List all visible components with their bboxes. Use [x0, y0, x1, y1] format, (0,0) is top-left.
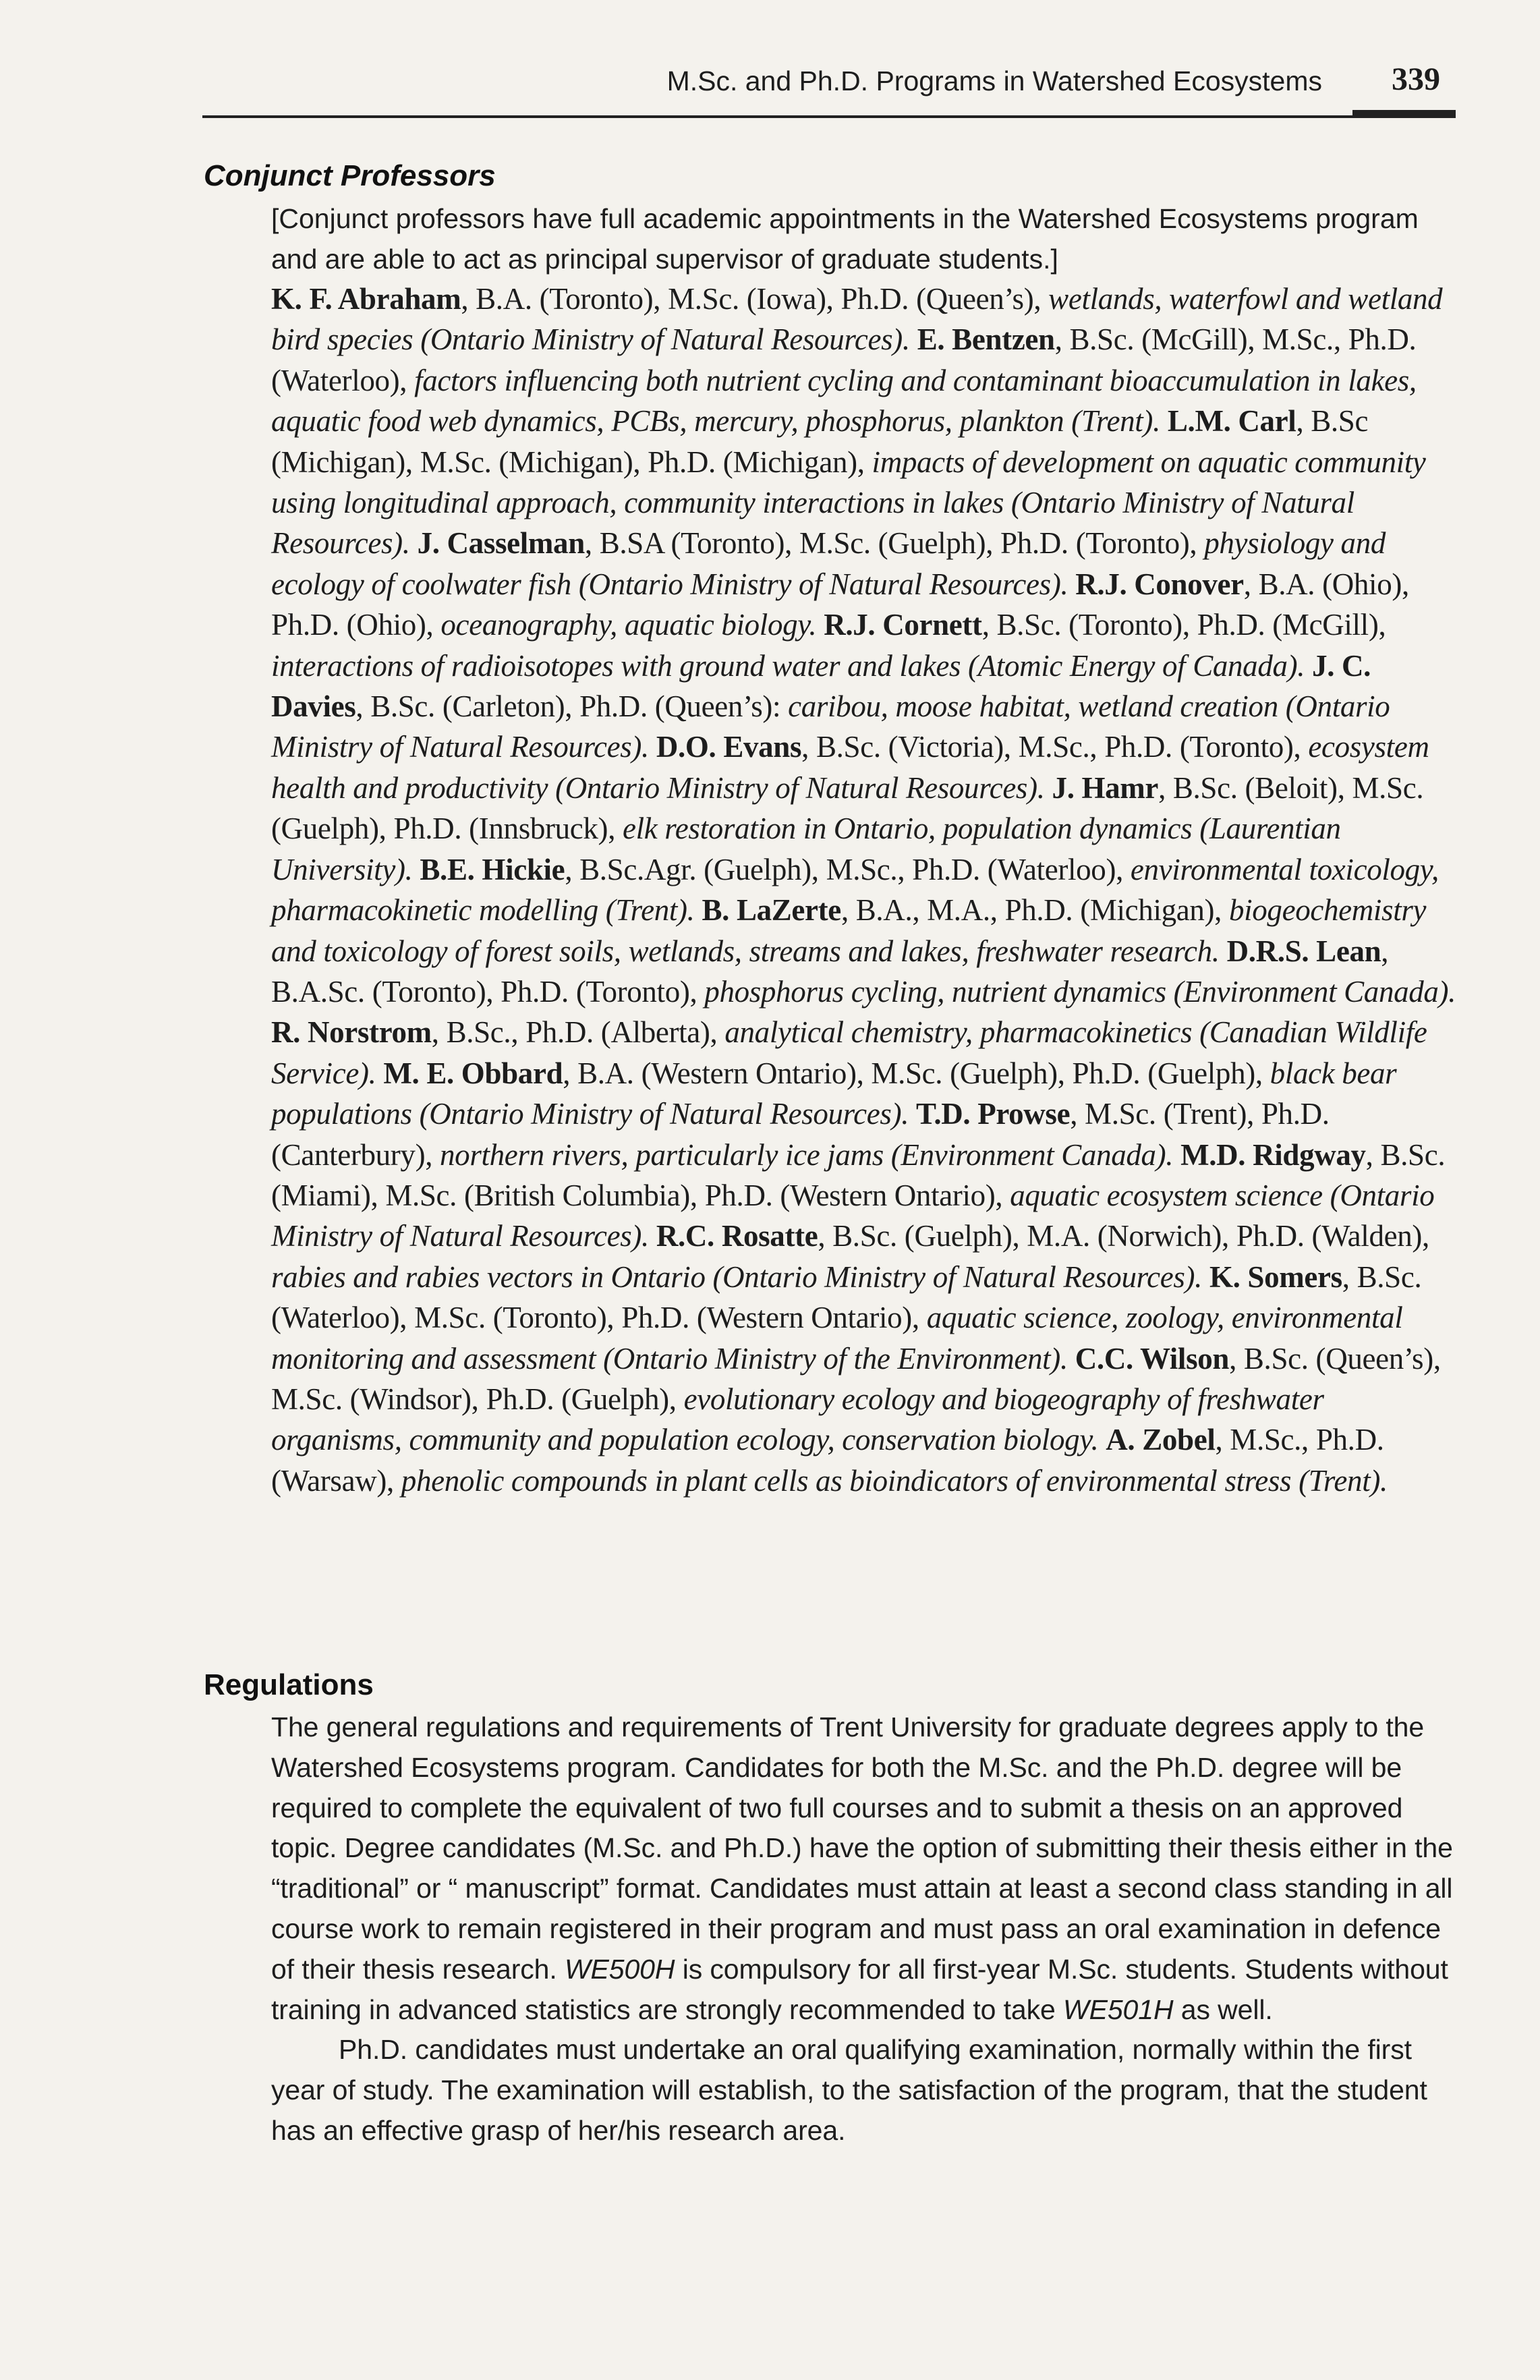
- faculty-name: R.J. Conover: [1075, 567, 1244, 601]
- faculty-research: impacts of development on aquatic community using longitudinal approach, community interactions in lakes (Ontario Ministry of Natural Resources).: [271, 445, 1426, 561]
- faculty-research: northern rivers, particularly ice jams (Environment Canada).: [440, 1137, 1174, 1172]
- faculty-name: M.D. Ridgway: [1180, 1137, 1366, 1172]
- running-header-title: M.Sc. and Ph.D. Programs in Watershed Ecosystems: [666, 65, 1322, 96]
- faculty-name: R.C. Rosatte: [656, 1219, 818, 1253]
- faculty-research: rabies and rabies vectors in Ontario (Ontario Ministry of Natural Resources).: [271, 1259, 1203, 1294]
- regulations-body: [271, 1707, 1458, 2151]
- phd-qualifying-paragraph: Ph.D. candidates must undertake an oral qualifying examination, normally within the first year of study. The examination will establish, to the satisfaction of the program, that the student has an effective grasp of her/his research area.: [271, 2034, 1427, 2146]
- faculty-research: ecosystem health and productivity (Ontario Ministry of Natural Resources).: [271, 730, 1429, 805]
- faculty-name: T.D. Prowse: [916, 1097, 1071, 1131]
- faculty-credentials: , B.Sc. (McGill), M.Sc., Ph.D. (Waterloo),: [271, 322, 1417, 397]
- faculty-credentials: , B.Sc. (Waterloo), M.Sc. (Toronto), Ph.D. (Western Ontario),: [271, 1259, 1422, 1335]
- faculty-list: [271, 279, 1458, 1501]
- course-code-we501h: WE501H: [1063, 1993, 1174, 2025]
- faculty-name: E. Bentzen: [917, 322, 1055, 357]
- faculty-research: physiology and ecology of coolwater fish (Ontario Ministry of Natural Resources).: [271, 526, 1386, 601]
- faculty-research: oceanography, aquatic biology.: [440, 608, 817, 642]
- faculty-credentials: , B.A. (Western Ontario), M.Sc. (Guelph), Ph.D. (Guelph),: [563, 1056, 1270, 1090]
- faculty-credentials: , B.SA (Toronto), M.Sc. (Guelph), Ph.D. (Toronto),: [584, 526, 1205, 561]
- faculty-name: K. Somers: [1209, 1259, 1342, 1294]
- faculty-name: D.R.S. Lean: [1226, 934, 1381, 968]
- faculty-name: C.C. Wilson: [1075, 1341, 1230, 1376]
- faculty-research: aquatic ecosystem science (Ontario Ministry of Natural Resources).: [271, 1178, 1435, 1253]
- faculty-name: B. LaZerte: [702, 893, 841, 928]
- faculty-name: J. C. Davies: [271, 648, 1371, 724]
- faculty-research: aquatic science, zoology, environmental monitoring and assessment (Ontario Ministry of the Environment).: [271, 1301, 1403, 1376]
- faculty-name: D.O. Evans: [656, 730, 802, 764]
- faculty-credentials: , B.Sc. (Toronto), Ph.D. (McGill),: [981, 608, 1386, 642]
- course-code-we500h: WE500H: [564, 1953, 675, 1985]
- regulations-paragraph: [271, 1707, 1458, 2030]
- faculty-name: R.J. Cornett: [824, 608, 982, 642]
- faculty-name: B.E. Hickie: [420, 852, 565, 886]
- faculty-name: J. Casselman: [417, 526, 585, 561]
- faculty-credentials: , B.Sc.Agr. (Guelph), M.Sc., Ph.D. (Waterloo),: [565, 852, 1131, 886]
- faculty-credentials: , B.Sc. (Miami), M.Sc. (British Columbia), Ph.D. (Western Ontario),: [271, 1137, 1446, 1212]
- faculty-credentials: , M.Sc. (Trent), Ph.D. (Canterbury),: [271, 1097, 1330, 1172]
- faculty-research: environmental toxicology, pharmacokinetic modelling (Trent).: [271, 852, 1439, 928]
- faculty-name: R. Norstrom: [271, 1015, 432, 1050]
- regulations-heading: Regulations: [204, 1668, 374, 1701]
- regulations-p1-mid: is compulsory for all first-year M.Sc. students. Students without training in advanced statistics are strongly recommended to take: [271, 1953, 1448, 2025]
- regulations-p1-end: as well.: [1173, 1993, 1273, 2025]
- faculty-research: phenolic compounds in plant cells as bioindicators of environmental stress (Trent).: [401, 1463, 1388, 1498]
- faculty-credentials: , B.Sc. (Carleton), Ph.D. (Queen’s):: [355, 689, 789, 724]
- faculty-research: biogeochemistry and toxicology of forest soils, wetlands, streams and lakes, freshwater research.: [271, 893, 1427, 968]
- faculty-research: factors influencing both nutrient cycling and contaminant bioaccumulation in lakes, aquatic food web dynamics, PCBs, mercury, phosphorus, plankton (Trent).: [271, 363, 1417, 438]
- faculty-name: J. Hamr: [1052, 770, 1159, 805]
- faculty-credentials: , B.A., M.A., Ph.D. (Michigan),: [840, 893, 1229, 928]
- faculty-research: wetlands, waterfowl and wetland bird species (Ontario Ministry of Natural Resources).: [271, 282, 1443, 357]
- faculty-credentials: , B.A.Sc. (Toronto), Ph.D. (Toronto),: [271, 934, 1389, 1009]
- conjunct-intro-text: [Conjunct professors have full academic appointments in the Watershed Ecosystems program and are able to act as principal supervisor of graduate students.]: [271, 203, 1419, 275]
- faculty-research: interactions of radioisotopes with ground water and lakes (Atomic Energy of Canada).: [271, 648, 1305, 683]
- faculty-credentials: , B.A. (Ohio), Ph.D. (Ohio),: [271, 567, 1409, 642]
- faculty-name: M. E. Obbard: [383, 1056, 563, 1090]
- faculty-research: caribou, moose habitat, wetland creation (Ontario Ministry of Natural Resources).: [271, 689, 1390, 764]
- faculty-research: phosphorus cycling, nutrient dynamics (Environment Canada).: [704, 974, 1456, 1009]
- faculty-credentials: , B.Sc. (Victoria), M.Sc., Ph.D. (Toronto),: [801, 730, 1309, 764]
- faculty-name: A. Zobel: [1106, 1423, 1216, 1457]
- header-rule: [202, 115, 1456, 118]
- faculty-credentials: , B.A. (Toronto), M.Sc. (Iowa), Ph.D. (Queen’s),: [461, 282, 1049, 316]
- conjunct-professors-heading: Conjunct Professors: [204, 159, 496, 192]
- faculty-credentials: , B.Sc. (Queen’s), M.Sc. (Windsor), Ph.D. (Guelph),: [271, 1341, 1441, 1416]
- faculty-credentials: , B.Sc. (Beloit), M.Sc. (Guelph), Ph.D. (Innsbruck),: [271, 770, 1424, 846]
- faculty-research: evolutionary ecology and biogeography of freshwater organisms, community and population ecology, conservation biology.: [271, 1382, 1324, 1457]
- faculty-research: analytical chemistry, pharmacokinetics (Canadian Wildlife Service).: [271, 1015, 1427, 1090]
- header-rule-accent: [1352, 110, 1456, 118]
- page-number: 339: [1392, 61, 1440, 97]
- faculty-name: L.M. Carl: [1167, 404, 1296, 438]
- faculty-research: elk restoration in Ontario, population dynamics (Laurentian University).: [271, 812, 1341, 886]
- faculty-research: black bear populations (Ontario Ministry of Natural Resources).: [271, 1056, 1397, 1131]
- faculty-credentials: , B.Sc., Ph.D. (Alberta),: [431, 1015, 725, 1050]
- faculty-credentials: , B.Sc (Michigan), M.Sc. (Michigan), Ph.D. (Michigan),: [271, 404, 1369, 479]
- faculty-credentials: , B.Sc. (Guelph), M.A. (Norwich), Ph.D. (Walden),: [818, 1219, 1429, 1253]
- faculty-credentials: , M.Sc., Ph.D. (Warsaw),: [271, 1423, 1384, 1498]
- regulations-p1-text: The general regulations and requirements of Trent University for graduate degrees apply to the Watershed Ecosystems program. Candidates for both the M.Sc. and the Ph.D. degree will be required to complete the equivalent of two full courses and to submit a thesis on an approved topic. Degree candidates (M.Sc. and Ph.D.) have the option of submitting their thesis either in the “traditional” or “ manuscript” format. Candidates must attain at least a second class standing in all course work to remain registered in their program and must pass an oral examination in defence of their thesis research.: [271, 1711, 1453, 1985]
- faculty-name: K. F. Abraham: [271, 282, 461, 316]
